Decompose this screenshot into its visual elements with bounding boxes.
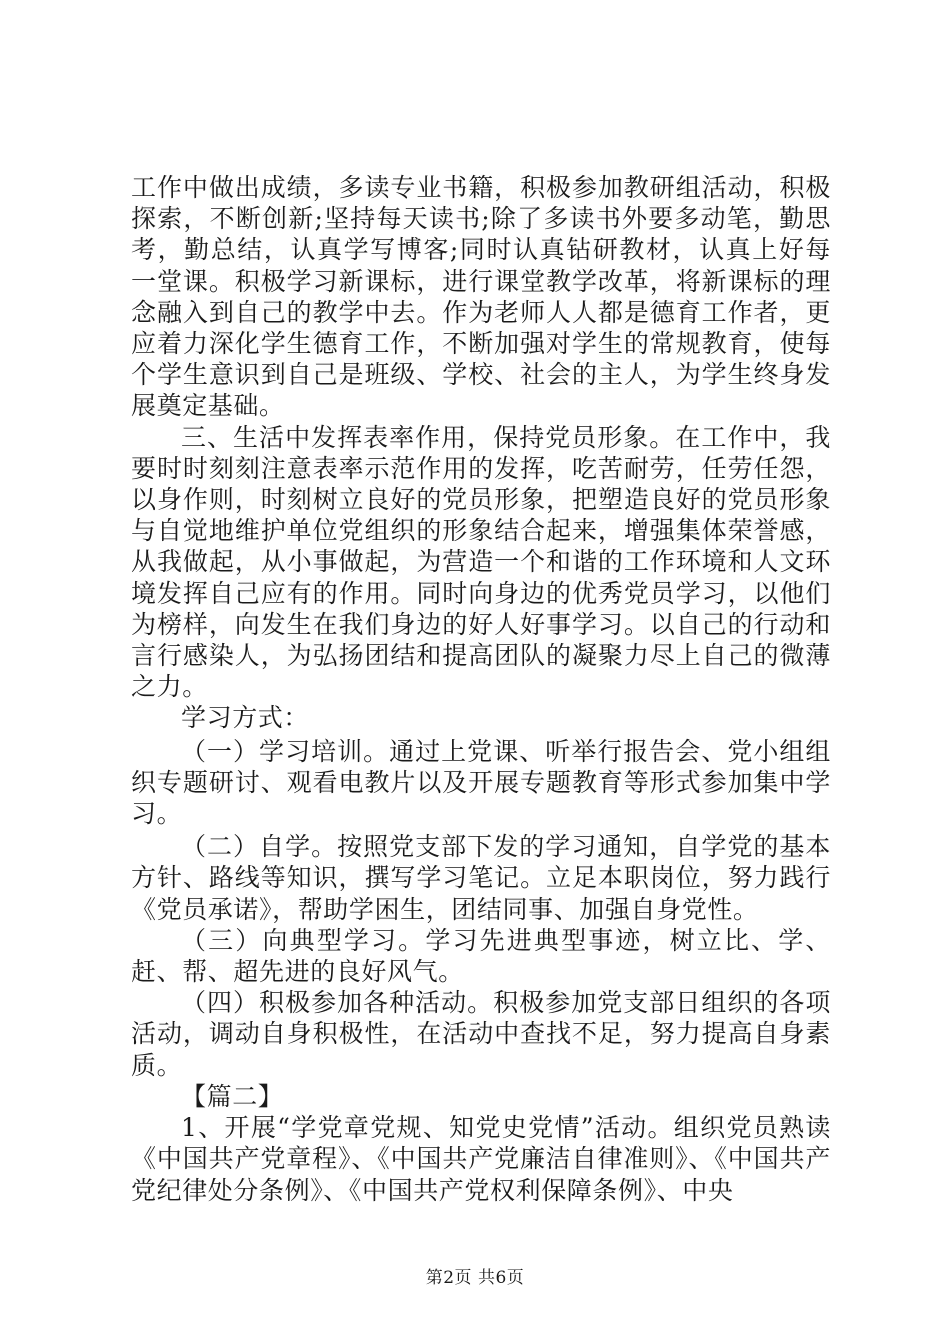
paragraph-method-four: （四）积极参加各种活动。积极参加党支部日组织的各项活动，调动自身积极性，在活动中查找不足，努力提高自身素质。 <box>131 988 831 1080</box>
paragraph-section-three: 三、生活中发挥表率作用，保持党员形象。在工作中，我要时时刻刻注意表率示范作用的发挥，吃苦耐劳，任劳任怨，以身作则，时刻树立良好的党员形象，把塑造良好的党员形象与自觉地维护单位党组织的形象结合起来，增强集体荣誉感，从我做起，从小事做起，为营造一个和谐的工作环境和人文环境发挥自己应有的作用。同时向身边的优秀党员学习，以他们为榜样，向发生在我们身边的好人好事学习。以自己的行动和言行感染人，为弘扬团结和提高团队的凝聚力尽上自己的微薄之力。 <box>131 422 831 702</box>
paragraph-study-methods-heading: 学习方式： <box>181 703 310 733</box>
page-number-footer: 第2页 共6页 <box>425 1268 525 1288</box>
document-body <box>131 172 831 1206</box>
section-heading-part-two: 【篇二】 <box>181 1081 284 1111</box>
paragraph-method-two: （二）自学。按照党支部下发的学习通知，自学党的基本方针、路线等知识，撰写学习笔记。立足本职岗位，努力践行《党员承诺》，帮助学困生，团结同事、加强自身党性。 <box>131 832 831 924</box>
paragraph-method-three: （三）向典型学习。学习先进典型事迹，树立比、学、赶、帮、超先进的良好风气。 <box>131 925 831 987</box>
paragraph-part-two-item-one: 1、开展“学党章党规、知党史党情”活动。组织党员熟读《中国共产党章程》、《中国共产党廉洁自律准则》、《中国共产党纪律处分条例》、《中国共产党权利保障条例》、中央 <box>131 1113 831 1205</box>
paragraph-method-one: （一）学习培训。通过上党课、听举行报告会、党小组组织专题研讨、观看电教片以及开展专题教育等形式参加集中学习。 <box>131 736 831 829</box>
paragraph-continued: 工作中做出成绩，多读专业书籍，积极参加教研组活动，积极探索，不断创新;坚持每天读书;除了多读书外要多动笔，勤思考，勤总结，认真学写博客;同时认真钻研教材，认真上好每一堂课。积极学习新课标，进行课堂教学改革，将新课标的理念融入到自己的教学中去。作为老师人人都是德育工作者，更应着力深化学生德育工作，不断加强对学生的常规教育，使每个学生意识到自己是班级、学校、社会的主人，为学生终身发展奠定基础。 <box>131 173 831 421</box>
